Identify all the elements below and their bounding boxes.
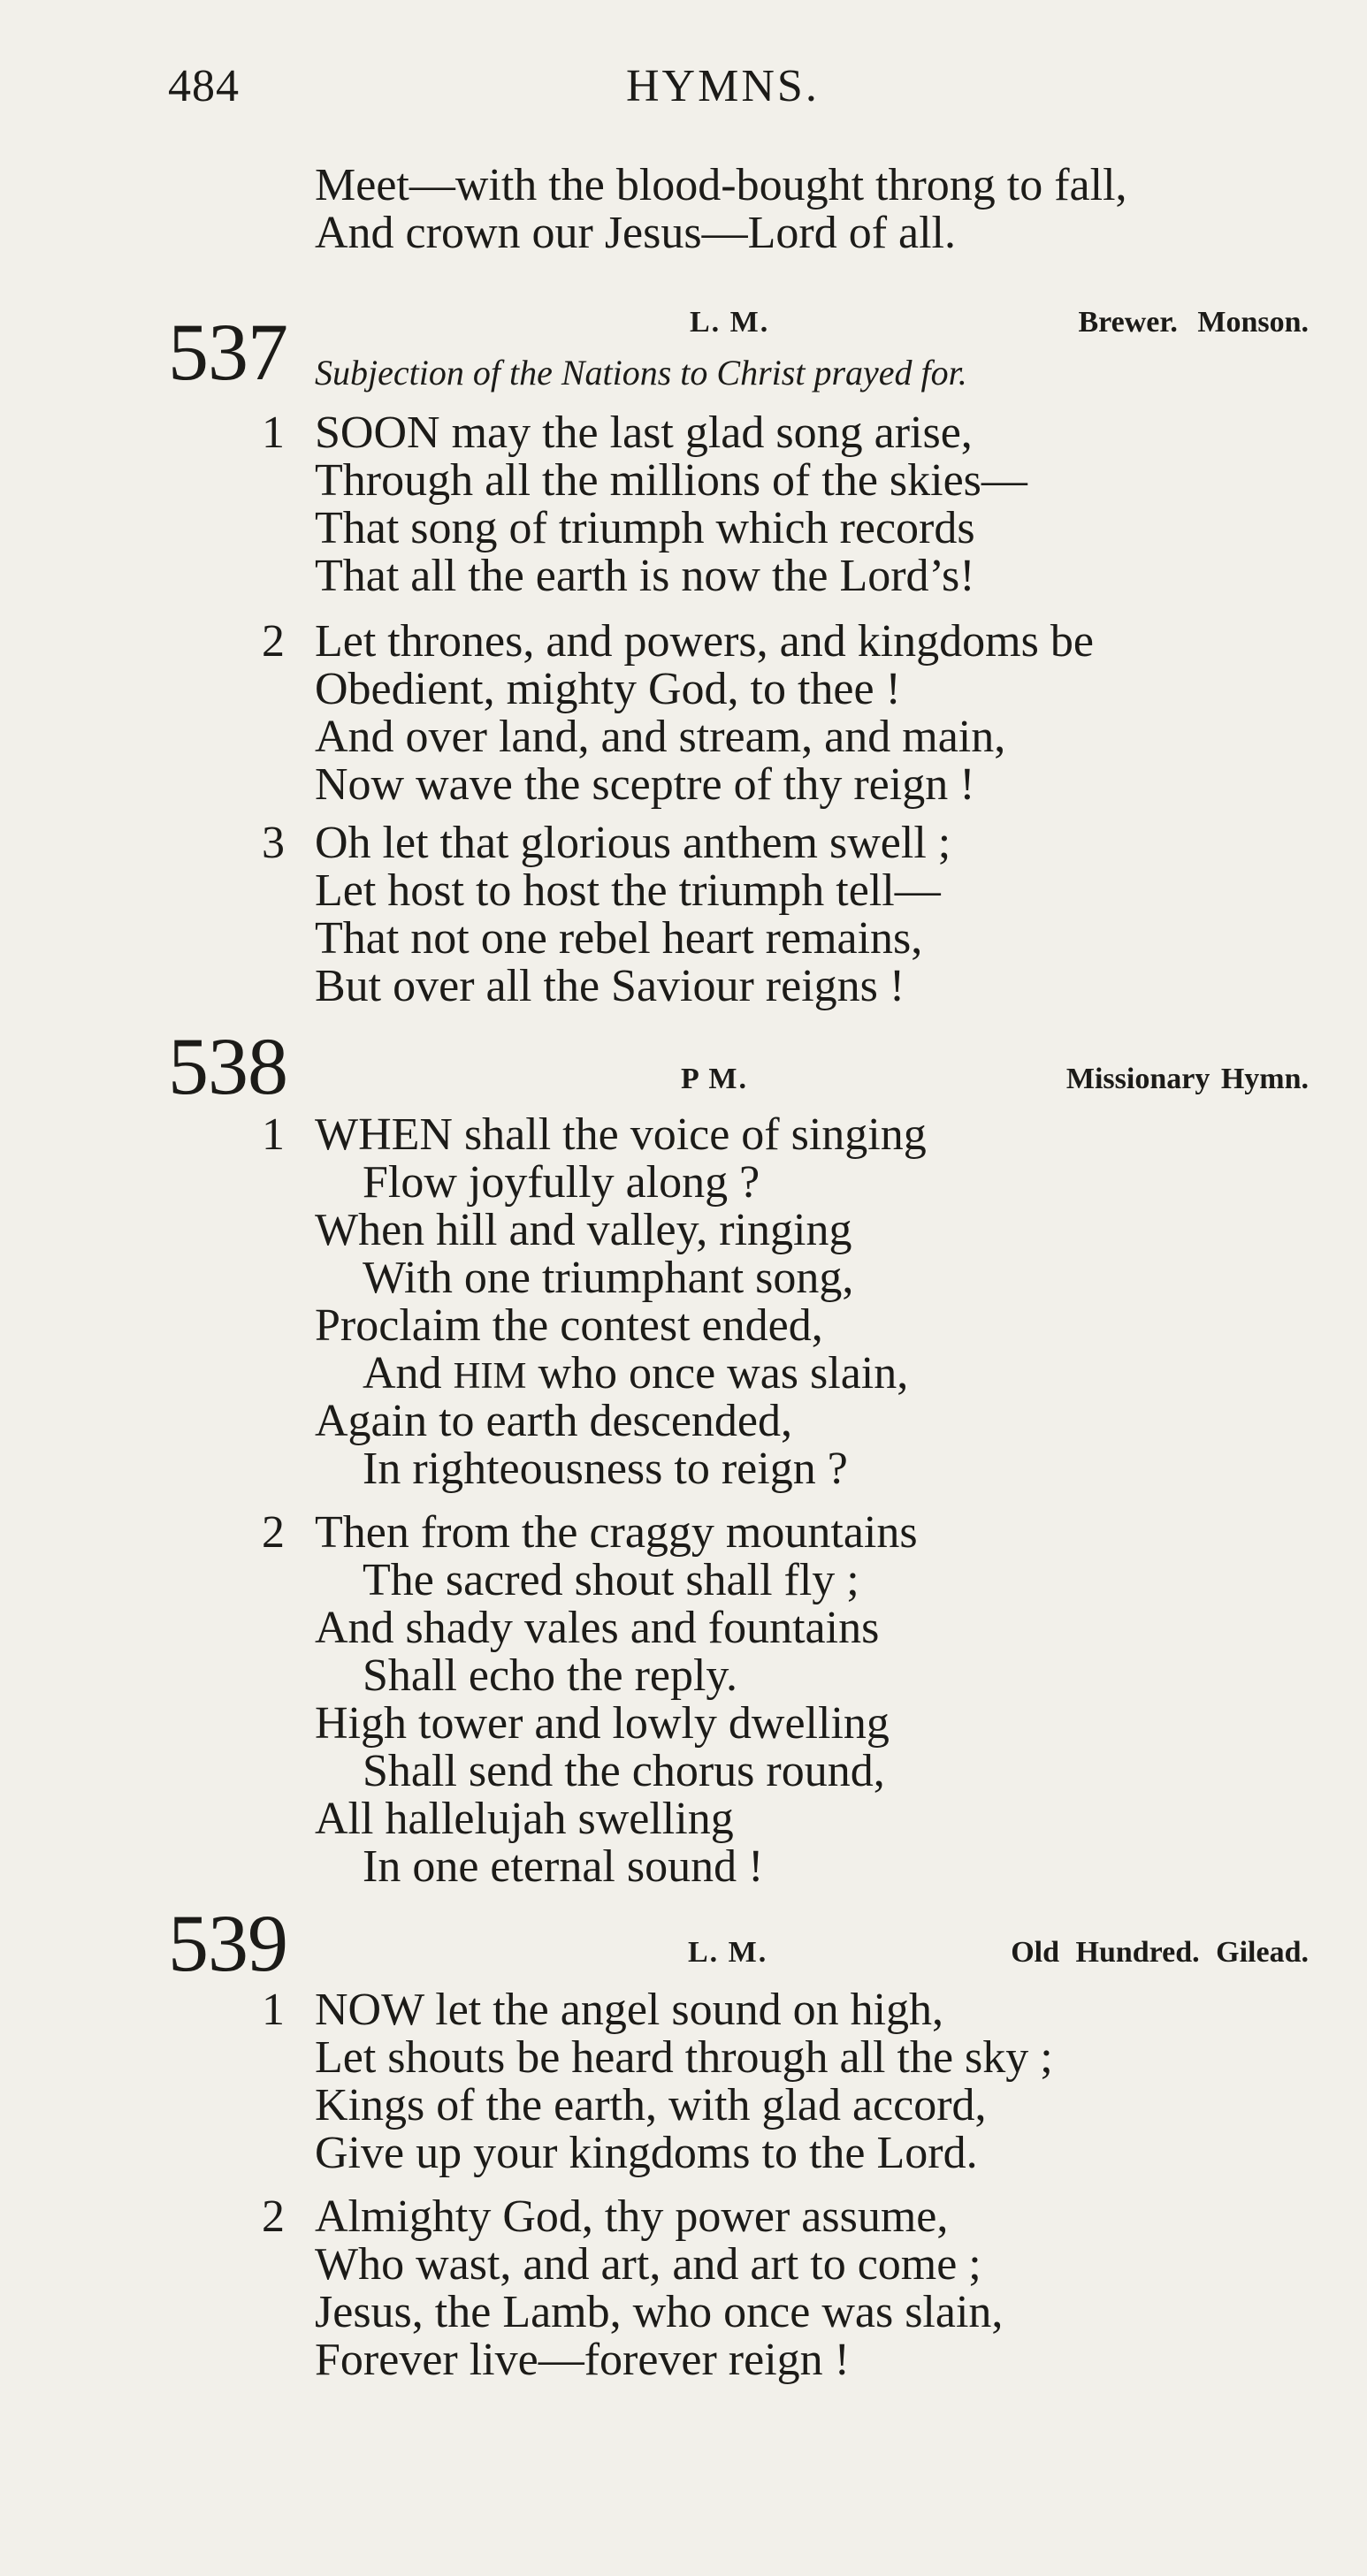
verse-line: Then from the craggy mountains [315,1507,918,1558]
hymn-tunes: Missionary Hymn. [1065,1063,1309,1095]
verse-number: 2 [262,616,285,667]
verse-line: Oh let that glorious anthem swell ; [315,818,951,868]
verse-line: NOW let the angel sound on high, [315,1985,944,2035]
continuation-line: And crown our Jesus—Lord of all. [315,208,956,258]
hymn-meter: L. M. [690,306,770,339]
continuation-line: Meet—with the blood-bought throng to fall, [315,160,1127,210]
hymn-subtitle: Subjection of the Nations to Christ prayed for. [315,353,967,392]
verse-line: In righteousness to reign ? [363,1444,848,1494]
verse-line: Shall echo the reply. [363,1650,738,1701]
hymn-number: 539 [168,1898,287,1988]
verse-line: Proclaim the contest ended, [315,1300,823,1351]
verse-line-text: And [363,1348,454,1399]
verse-line: Again to earth descended, [315,1396,793,1446]
verse-line: That not one rebel heart remains, [315,913,923,964]
verse-line: When hill and valley, ringing [315,1205,852,1255]
hymn-tunes: Brewer. Monson. [1078,306,1309,339]
verse-line: High tower and lowly dwelling [315,1698,890,1749]
verse-line: Almighty God, thy power assume, [315,2191,949,2242]
hymn-meter: L. M. [688,1936,768,1969]
verse-line: Give up your kingdoms to the Lord. [315,2128,978,2178]
verse-line: Who wast, and art, and art to come ; [315,2239,981,2290]
verse-line: Jesus, the Lamb, who once was slain, [315,2287,1004,2337]
verse-line: In one eternal sound ! [363,1841,764,1892]
verse-line: SOON may the last glad song arise, [315,408,973,458]
verse-line [363,1349,908,1401]
verse-line: Let shouts be heard through all the sky ; [315,2032,1053,2083]
verse-line: Let thrones, and powers, and kingdoms be [315,616,1094,667]
verse-line: Shall send the chorus round, [363,1746,885,1796]
verse-line: And over land, and stream, and main, [315,712,1006,762]
verse-number: 1 [262,1109,285,1160]
verse-number: 2 [262,1507,285,1558]
verse-number: 3 [262,818,285,868]
verse-line: That all the earth is now the Lord’s! [315,551,975,601]
verse-line: That song of triumph which records [315,503,975,553]
verse-line: Flow joyfully along ? [363,1157,760,1208]
verse-line: But over all the Saviour reigns ! [315,961,905,1011]
verse-line: All hallelujah swelling [315,1794,734,1844]
verse-number: 2 [262,2191,285,2242]
verse-line: And shady vales and fountains [315,1603,880,1653]
verse-number: 1 [262,408,285,458]
hymn-number: 538 [168,1021,287,1111]
verse-line-text: who once was slain, [526,1348,909,1399]
verse-line: Let host to host the triumph tell— [315,865,941,916]
hymn-meter: P M. [681,1063,748,1095]
hymn-number: 537 [168,307,287,397]
hymn-tunes: Old Hundred. Gilead. [1011,1936,1309,1969]
verse-line: Forever live—forever reign ! [315,2335,850,2385]
verse-number: 1 [262,1985,285,2035]
verse-line: Obedient, mighty God, to thee ! [315,664,901,714]
verse-line: With one triumphant song, [363,1253,854,1303]
verse-line: WHEN shall the voice of singing [315,1109,927,1160]
running-head [168,60,1314,122]
running-title: HYMNS. [626,61,820,111]
page-number: 484 [168,61,240,111]
verse-line: The sacred shout shall fly ; [363,1555,859,1605]
verse-line: Through all the millions of the skies— [315,455,1027,506]
verse-line: Now wave the sceptre of thy reign ! [315,759,975,810]
verse-line: Kings of the earth, with glad accord, [315,2080,987,2130]
verse-line-smallcaps: HIM [453,1355,527,1397]
